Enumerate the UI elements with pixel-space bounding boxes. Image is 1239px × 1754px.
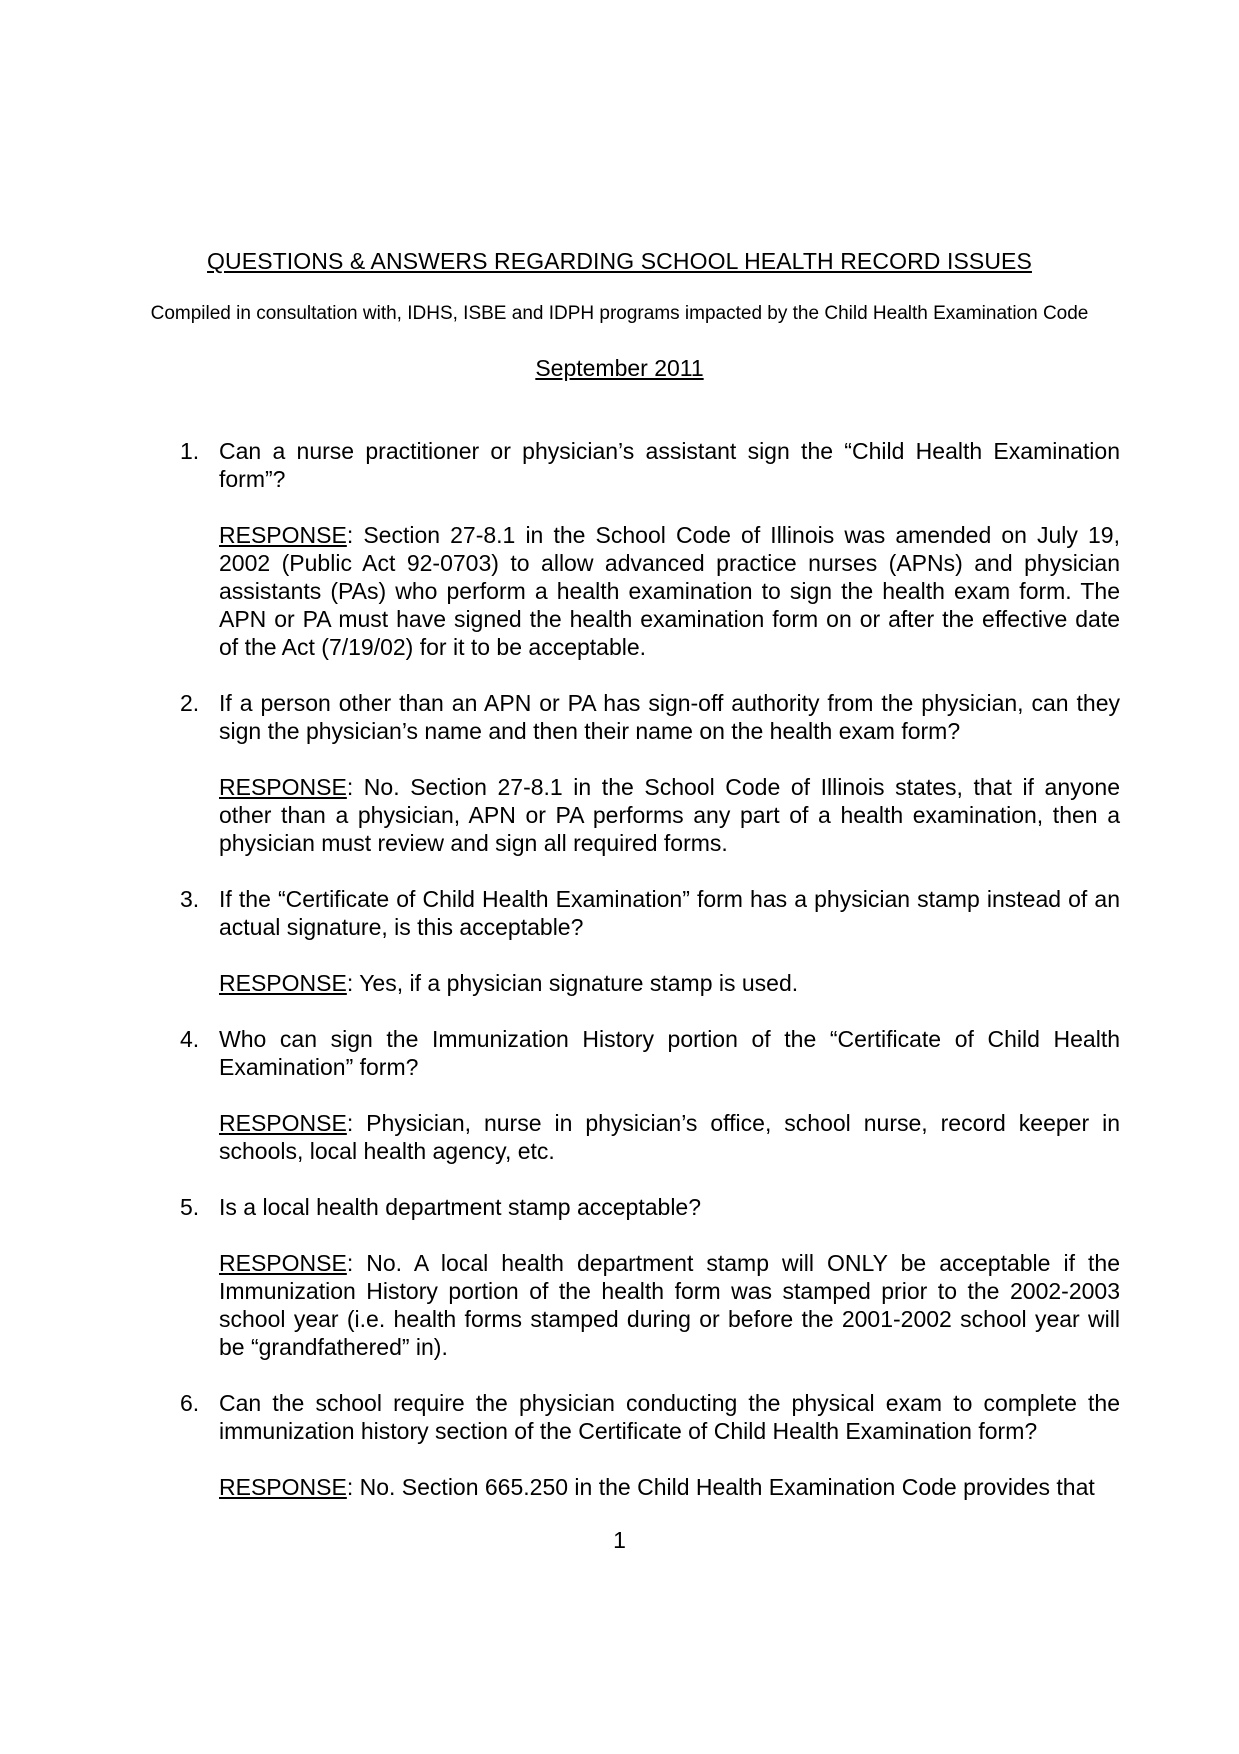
response-block bbox=[219, 773, 1120, 857]
page-subtitle: Compiled in consultation with, IDHS, ISBE and IDPH programs impacted by the Child Health Examination Code bbox=[150, 303, 1089, 324]
response-label: RESPONSE bbox=[219, 1474, 347, 1500]
qa-item-2 bbox=[180, 689, 1120, 857]
question-number: 3. bbox=[180, 886, 200, 912]
response-text: : Section 27-8.1 in the School Code of Illinois was amended on July 19, 2002 (Public Act 92-0703) to allow advanced practice nurses (APNs) and physician assistants (PAs) who perform a health examination to sign the health exam form. The APN or PA must have signed the health examination form on or after the effective date of the Act (7/19/02) for it to be acceptable. bbox=[219, 522, 1120, 660]
response-label: RESPONSE bbox=[219, 970, 347, 996]
question-text: Can a nurse practitioner or physician’s assistant sign the “Child Health Examination form”? bbox=[219, 438, 1120, 492]
qa-item-6 bbox=[180, 1389, 1120, 1501]
qa-list bbox=[180, 437, 1120, 1529]
response-label: RESPONSE bbox=[219, 1250, 347, 1276]
response-label: RESPONSE bbox=[219, 522, 347, 548]
document-date: September 2011 bbox=[535, 355, 704, 381]
question-text: If the “Certificate of Child Health Examination” form has a physician stamp instead of an actual signature, is this acceptable? bbox=[219, 886, 1120, 940]
response-text: : No. Section 27-8.1 in the School Code of Illinois states, that if anyone other than a physician, APN or PA performs any part of a health examination, then a physician must review and sign all required forms. bbox=[219, 774, 1120, 856]
question-number: 5. bbox=[180, 1194, 200, 1220]
response-label: RESPONSE bbox=[219, 1110, 347, 1136]
response-block bbox=[219, 521, 1120, 661]
response-block bbox=[219, 969, 1120, 997]
question-text: Is a local health department stamp acceptable? bbox=[219, 1194, 702, 1220]
qa-item-1 bbox=[180, 437, 1120, 661]
response-block bbox=[219, 1249, 1120, 1361]
response-block bbox=[219, 1473, 1120, 1501]
response-text: : No. A local health department stamp will ONLY be acceptable if the Immunization History portion of the health form was stamped prior to the 2002-2003 school year (i.e. health forms stamped during or before the 2001-2002 school year will be “grandfathered” in). bbox=[219, 1250, 1120, 1360]
question-text: Who can sign the Immunization History portion of the “Certificate of Child Health Examination” form? bbox=[219, 1026, 1120, 1080]
response-text: : Yes, if a physician signature stamp is used. bbox=[346, 970, 799, 996]
question-number: 6. bbox=[180, 1390, 200, 1416]
page-number: 1 bbox=[613, 1527, 626, 1553]
question-number: 2. bbox=[180, 690, 200, 716]
response-label: RESPONSE bbox=[219, 774, 347, 800]
response-text: : No. Section 665.250 in the Child Health Examination Code provides that bbox=[346, 1474, 1095, 1500]
question-number: 1. bbox=[180, 438, 200, 464]
page-title: QUESTIONS & ANSWERS REGARDING SCHOOL HEALTH RECORD ISSUES bbox=[207, 248, 1032, 274]
response-block bbox=[219, 1109, 1120, 1165]
qa-item-3 bbox=[180, 885, 1120, 997]
question-number: 4. bbox=[180, 1026, 200, 1052]
question-text: If a person other than an APN or PA has sign-off authority from the physician, can they sign the physician’s name and then their name on the health exam form? bbox=[219, 690, 1120, 744]
qa-item-4 bbox=[180, 1025, 1120, 1165]
response-text: : Physician, nurse in physician’s office, school nurse, record keeper in schools, local health agency, etc. bbox=[219, 1110, 1120, 1164]
question-text: Can the school require the physician conducting the physical exam to complete the immunization history section of the Certificate of Child Health Examination form? bbox=[219, 1390, 1120, 1444]
qa-item-5 bbox=[180, 1193, 1120, 1361]
